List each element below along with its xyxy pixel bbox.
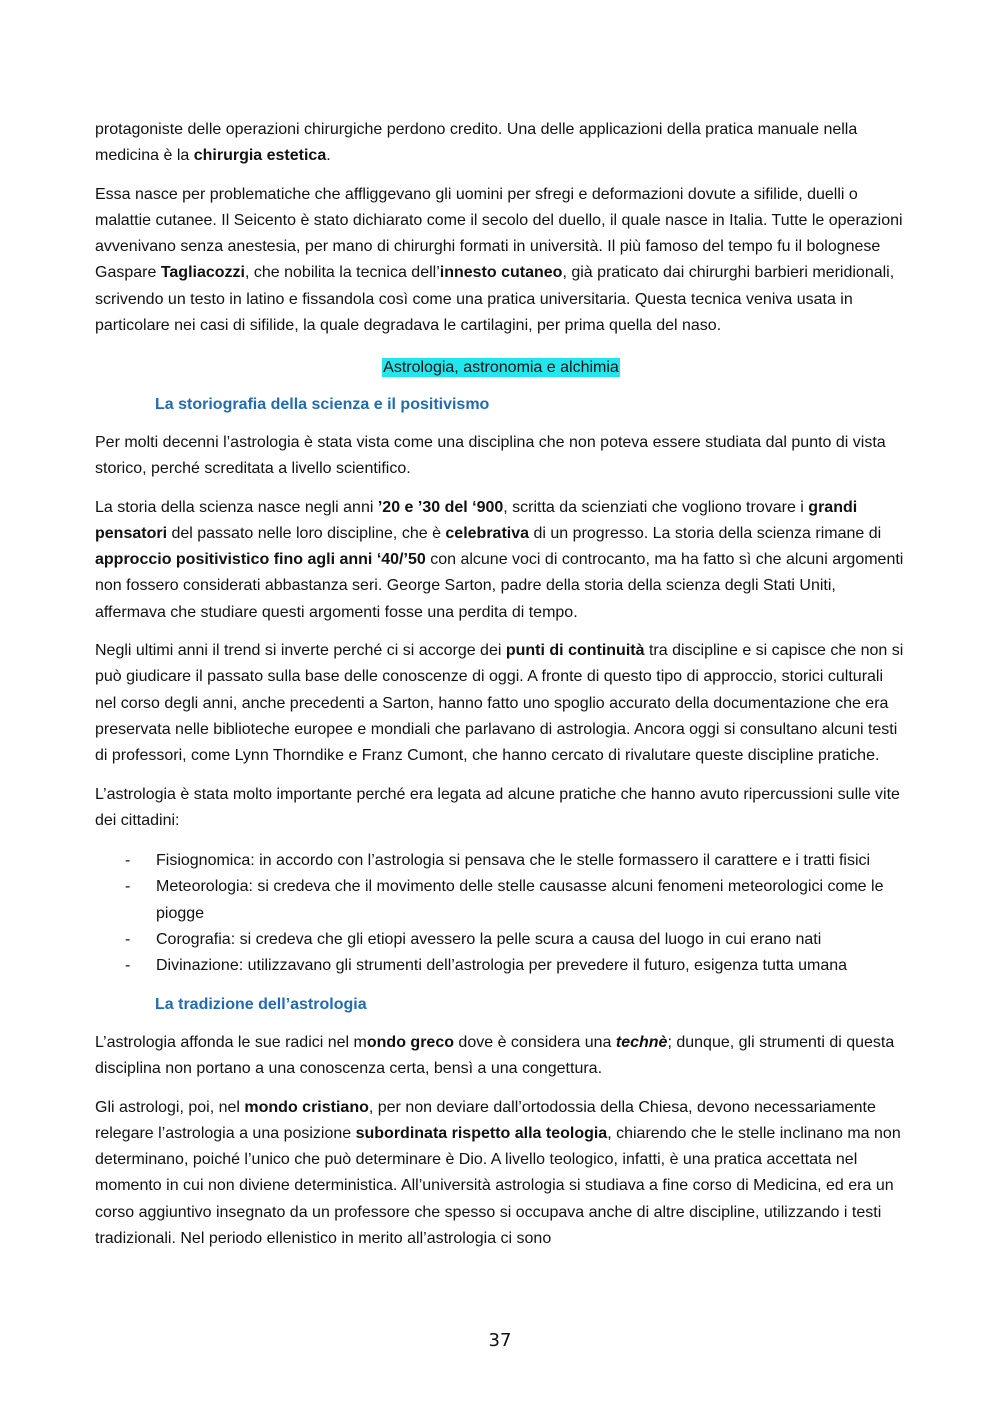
bold-term: celebrativa <box>445 524 530 542</box>
text-run: del passato nelle loro discipline, che è <box>167 524 446 542</box>
highlighted-title: Astrologia, astronomia e alchimia <box>383 359 619 377</box>
paragraph-surgery-intro <box>95 117 907 170</box>
list-marker: - <box>125 852 131 870</box>
bold-term: grandi pensatori <box>95 498 858 542</box>
list-item-text: Meteorologia: si credeva che il movimento delle stelle causasse alcuni fenomeni meteorologici come le piogge <box>156 878 884 922</box>
text-run: . <box>326 147 331 165</box>
bold-italic-term: technè <box>615 1033 668 1051</box>
text-run: tra discipline e si capisce che non si può giudicare il passato sulla base delle conoscenze di oggi. A fronte di questo tipo di approccio, storici culturali nel corso degli anni, anche precedenti a Sarton, hanno fatto uno spoglio accurato della documentazione che era preservata nelle biblioteche europee e mondiali che parlavano di astrologia. Ancora oggi si consultano alcuni testi di professori, come Lynn Thorndike e Franz Cumont, che hanno cercato di rivalutare queste discipline pratiche. <box>95 642 904 765</box>
text-run: La storia della scienza nasce negli anni <box>95 498 378 516</box>
bold-term: ondo greco <box>366 1033 454 1051</box>
text-run: con alcune voci di controcanto, ma ha fatto sì che alcuni argomenti non fossero considerati abbastanza seri. George Sarton, padre della storia della scienza degli Stati Uniti, affermava che studiare questi argomenti fosse una perdita di tempo. <box>95 551 904 621</box>
text-run: Negli ultimi anni il trend si inverte perché ci si accorge dei <box>95 642 506 660</box>
text-run: dove è considera una <box>453 1033 616 1051</box>
text-run: , scritta da scienziati che vogliono trovare i <box>503 498 809 516</box>
bold-term: innesto cutaneo <box>439 264 563 282</box>
list-item <box>95 874 907 927</box>
list-marker: - <box>125 878 131 896</box>
paragraph-astrology-importance: L’astrologia è stata molto importante perché era legata ad alcune pratiche che hanno avuto ripercussioni sulle vite dei cittadini: <box>95 785 900 829</box>
text-run: L’astrologia affonda le sue radici nel m <box>95 1033 367 1051</box>
bold-term: mondo cristiano <box>244 1098 369 1116</box>
section-title <box>95 355 907 381</box>
list-item-text: Fisiognomica: in accordo con l’astrologia si pensava che le stelle formassero il carattere e i tratti fisici <box>156 852 871 870</box>
bold-term: ’20 e ’30 del ‘900 <box>377 498 504 516</box>
text-run: Gli astrologi, poi, nel <box>95 1098 245 1116</box>
list-item-text: Corografia: si credeva che gli etiopi avessero la pelle scura a causa del luogo in cui erano nati <box>156 931 822 949</box>
paragraph-history-of-science <box>95 495 907 626</box>
text-run: ; dunque, gli strumenti di questa disciplina non portano a una conoscenza certa, bensì a una congettura. <box>95 1033 895 1078</box>
text-run: protagoniste delle operazioni chirurgiche perdono credito. Una delle applicazioni della pratica manuale nella medicina è la <box>95 121 858 165</box>
bold-term: approccio positivistico fino agli anni ‘40/’50 <box>95 551 426 569</box>
page-body <box>95 117 907 1264</box>
text-run: Essa nasce per problematiche che affliggevano gli uomini per sfregi e deformazioni dovute a sifilide, duelli o malattie cutanee. Il Seicento è stato dichiarato come il secolo del duello, il quale nasce in Italia. Tutte le operazioni avvenivano senza anestesia, per mano di chirurghi formati in università. Il più famoso del tempo fu il bolognese Gaspare <box>95 185 903 282</box>
list-item <box>95 848 907 874</box>
bold-term: Tagliacozzi <box>160 264 245 282</box>
subheading-tradizione: La tradizione dell’astrologia <box>155 995 367 1013</box>
page-number: 37 <box>488 1330 512 1351</box>
list-marker: - <box>125 931 131 949</box>
paragraph-trend-inversion <box>95 638 907 769</box>
text-run: , per non deviare dall’ortodossia della Chiesa, devono necessariamente relegare l’astrologia a una posizione <box>95 1098 876 1142</box>
list-item-text: Divinazione: utilizzavano gli strumenti dell’astrologia per prevedere il futuro, esigenza tutta umana <box>156 957 848 975</box>
bold-term: chirurgia estetica <box>193 147 327 165</box>
text-run: , che nobilita la tecnica dell’ <box>244 264 440 282</box>
subheading-storiografia: La storiografia della scienza e il positivismo <box>155 395 490 413</box>
practices-list <box>95 848 907 979</box>
bold-term: subordinata rispetto alla teologia <box>355 1124 608 1142</box>
text-run: , chiarendo che le stelle inclinano ma non determinano, poiché l’unico che può determinare è Dio. A livello teologico, infatti, è una pratica accettata nel momento in cui non diviene deterministica. All’università astrologia si studiava a fine corso di Medicina, ed era un corso aggiuntivo insegnato da un professore che spesso si occupava anche di altre discipline, utilizzando i testi tradizionali. Nel periodo ellenistico in merito all’astrologia ci sono <box>95 1124 901 1247</box>
list-item <box>95 953 907 979</box>
paragraph-astrology-discredited: Per molti decenni l’astrologia è stata vista come una disciplina che non poteva essere studiata dal punto di vista storico, perché screditata a livello scientifico. <box>95 433 886 478</box>
text-run: , già praticato dai chirurghi barbieri meridionali, scrivendo un testo in latino e fissandola così come una pratica universitaria. Questa tecnica veniva usata in particolare nei casi di sifilide, la quale degradava le cartilagini, per prima quella del naso. <box>95 264 895 335</box>
paragraph-tagliacozzi <box>95 182 907 340</box>
bold-term: punti di continuità <box>505 642 645 660</box>
paragraph-christian-world <box>95 1095 907 1253</box>
list-marker: - <box>125 957 131 975</box>
paragraph-greek-roots <box>95 1030 907 1083</box>
list-item <box>95 927 907 953</box>
text-run: di un progresso. La storia della scienza rimane di <box>529 524 882 542</box>
